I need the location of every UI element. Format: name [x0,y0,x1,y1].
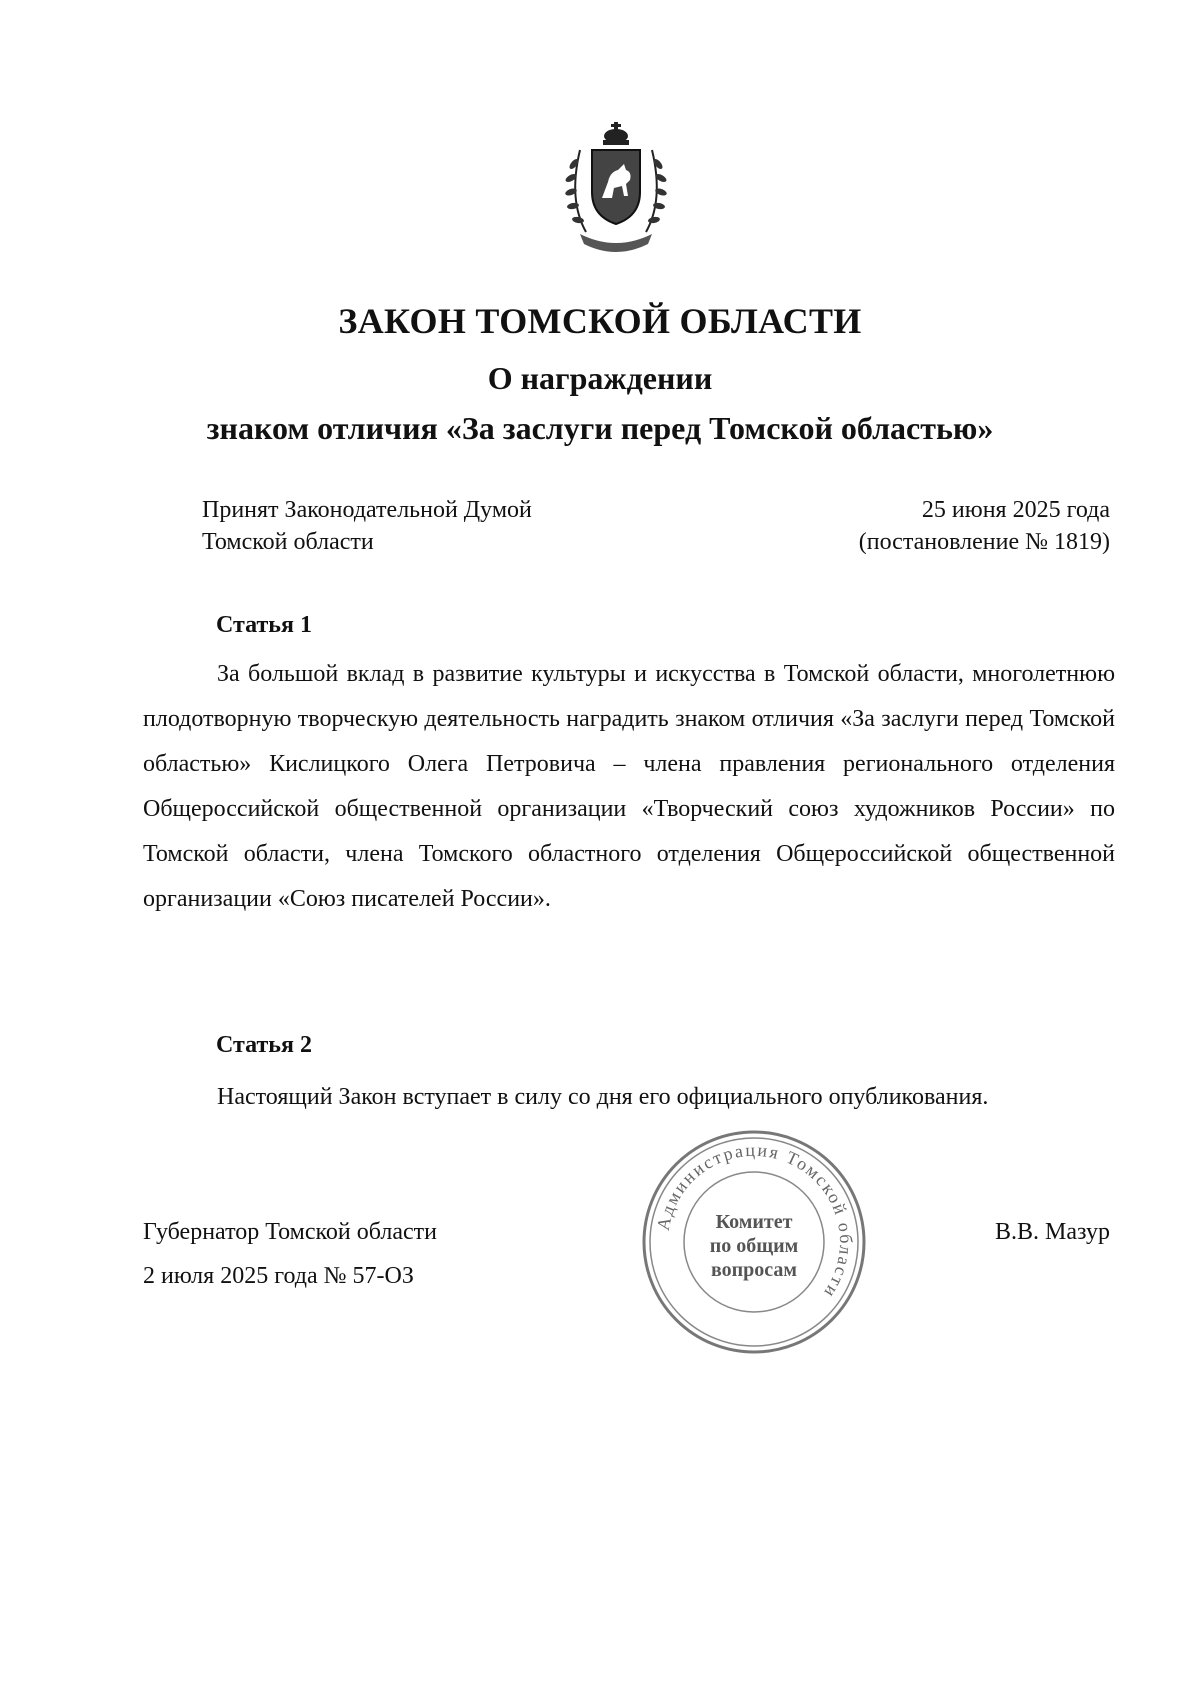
article-1-text: За большой вклад в развитие культуры и искусства в Томской области, многолетнюю плодотворную творческую деятельность наградить знаком отличия «За заслуги перед Томской областью» Кислицкого Олега Петровича – члена правления регионального отделения Общероссийской общественной организации «Творческий союз художников России» по Томской области, члена Томского областного отделения Общероссийской общественной организации «Союз писателей России». [143,661,1115,912]
law-number: 2 июля 2025 года № 57-ОЗ [143,1263,414,1289]
official-stamp [640,1128,868,1356]
signer-position: Губернатор Томской области [143,1219,437,1245]
document-title: ЗАКОН ТОМСКОЙ ОБЛАСТИ [338,301,862,341]
signer-name: В.В. Мазур [995,1219,1110,1245]
adoption-line1: Принят Законодательной Думой [202,497,532,523]
coat-of-arms-icon [558,120,674,264]
adoption-info [202,494,532,558]
article-2-text: Настоящий Закон вступает в силу со дня его официального опубликования. [217,1084,989,1110]
stamp-center-line2: по общим [709,1235,799,1257]
document-subtitle-line1: О награждении [487,360,713,396]
article-2-heading: Статья 2 [216,1032,312,1058]
stamp-center-line1: Комитет [715,1211,793,1233]
stamp-ring-text: Администрация Томской области [652,1139,857,1303]
signature-block [143,1210,437,1298]
document-subtitle-line2: знаком отличия «За заслуги перед Томской областью» [206,410,994,446]
stamp-center-line3: вопросам [710,1259,798,1281]
adoption-date-info [859,494,1110,558]
resolution-number: (постановление № 1819) [858,529,1110,555]
adoption-line2: Томской области [202,529,374,555]
adoption-date: 25 июня 2025 года [921,497,1110,523]
article-1-heading: Статья 1 [216,612,312,638]
